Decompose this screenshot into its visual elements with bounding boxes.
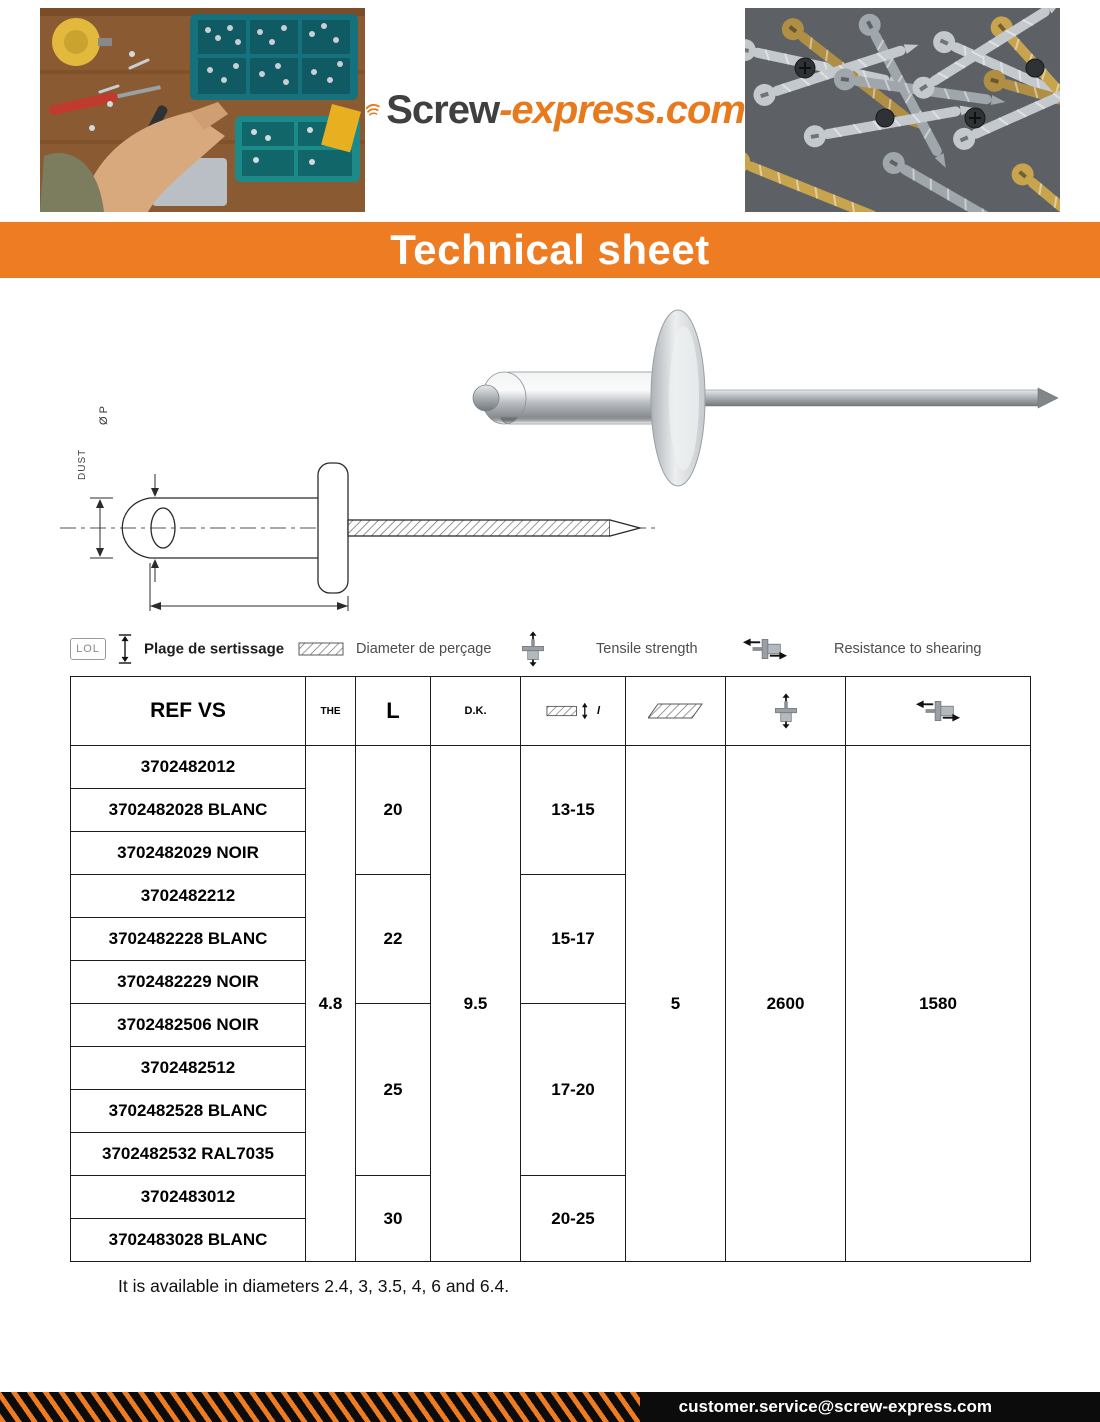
shear-resistance-icon <box>742 636 788 662</box>
page-title: Technical sheet <box>390 226 710 273</box>
screws-photo <box>745 8 1060 212</box>
grip-cell: 17-20 <box>521 1004 626 1176</box>
ref-cell: 3702482229 NOIR <box>71 961 306 1004</box>
lol-label: LOL <box>76 643 100 655</box>
table-header-row <box>71 677 1031 746</box>
ref-cell: 3702482512 <box>71 1047 306 1090</box>
tensile-strength-icon <box>518 631 548 667</box>
grip-cell: 13-15 <box>521 746 626 875</box>
shear-resistance-header-icon <box>915 698 961 724</box>
l-cell: 20 <box>356 746 431 875</box>
brand-name-orange: -express.com <box>499 87 745 132</box>
ref-cell: 3702482212 <box>71 875 306 918</box>
grip-dim-label: l <box>596 705 601 717</box>
tensile-strength-label: Tensile strength <box>596 641 698 657</box>
banner <box>0 222 1100 278</box>
header-the: THE <box>306 677 356 746</box>
shear-cell: 1580 <box>846 746 1031 1262</box>
footer-bar <box>0 1392 1100 1422</box>
l-cell: 30 <box>356 1176 431 1262</box>
drill-cell: 5 <box>626 746 726 1262</box>
logo-swoosh-icon <box>365 81 380 139</box>
brand-logo <box>365 8 745 212</box>
the-cell: 4.8 <box>306 746 356 1262</box>
ref-cell: 3702482228 BLANC <box>71 918 306 961</box>
ref-cell: 3702482029 NOIR <box>71 832 306 875</box>
l-cell: 22 <box>356 875 431 1004</box>
ref-cell: 3702483028 BLANC <box>71 1219 306 1262</box>
drill-diameter-icon <box>298 641 344 657</box>
header-shear <box>846 677 1031 746</box>
grip-range-icon <box>546 700 594 722</box>
shear-resistance-label: Resistance to shearing <box>834 641 982 657</box>
header-ref: REF VS <box>71 677 306 746</box>
screws-photo-art <box>745 8 1060 212</box>
availability-note: It is available in diameters 2.4, 3, 3.5, 4, 6 and 6.4. <box>118 1275 510 1296</box>
drawing-label-p: Ø P <box>98 406 110 425</box>
header-l: L <box>356 677 431 746</box>
l-cell: 25 <box>356 1004 431 1176</box>
tensile-strength-header-icon <box>771 693 801 729</box>
dk-cell: 9.5 <box>431 746 521 1262</box>
drill-diameter-label: Diameter de perçage <box>356 641 492 657</box>
rivet-technical-drawing <box>55 368 670 628</box>
ref-cell: 3702482506 NOIR <box>71 1004 306 1047</box>
crimp-range-icon <box>118 633 132 665</box>
grip-cell: 15-17 <box>521 875 626 1004</box>
crimp-range-label: Plage de sertissage <box>144 640 285 658</box>
drill-hole-icon <box>648 701 704 721</box>
tensile-cell: 2600 <box>726 746 846 1262</box>
ref-cell: 3702482028 BLANC <box>71 789 306 832</box>
header-dk: D.K. <box>431 677 521 746</box>
lol-badge <box>70 638 106 660</box>
brand-name-dark: Screw <box>386 87 500 132</box>
header-grip <box>521 677 626 746</box>
footer-stripes <box>0 1392 640 1422</box>
header-tensile <box>726 677 846 746</box>
header-drill <box>626 677 726 746</box>
workbench-photo <box>40 8 365 212</box>
ref-cell: 3702482012 <box>71 746 306 789</box>
ref-cell: 3702483012 <box>71 1176 306 1219</box>
workbench-photo-art <box>40 8 365 212</box>
spec-table <box>70 676 1031 1262</box>
ref-cell: 3702482532 RAL7035 <box>71 1133 306 1176</box>
brand-name <box>386 88 745 133</box>
drawing-label-dust: DUST <box>77 448 88 480</box>
legend <box>70 630 1050 668</box>
grip-cell: 20-25 <box>521 1176 626 1262</box>
ref-cell: 3702482528 BLANC <box>71 1090 306 1133</box>
contact-email: customer.service@screw-express.com <box>678 1397 992 1416</box>
table-row <box>71 746 1031 789</box>
